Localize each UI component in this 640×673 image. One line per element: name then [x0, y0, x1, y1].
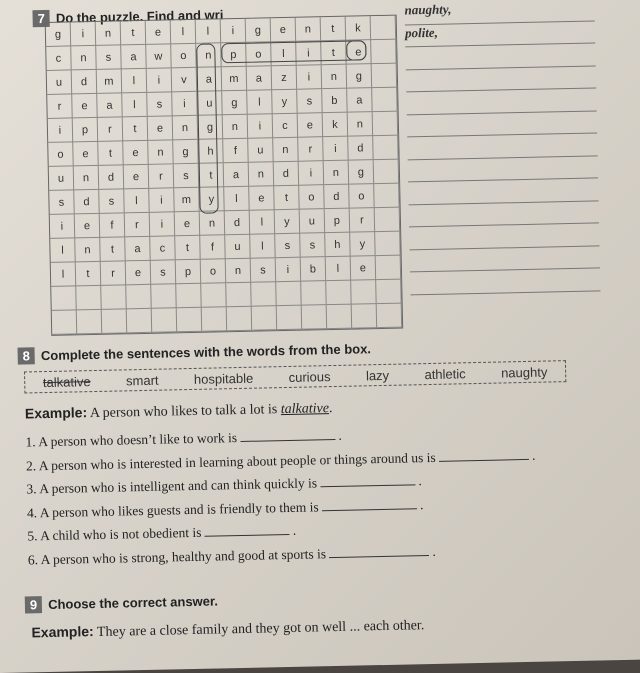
grid-cell: [101, 285, 126, 310]
grid-cell: s: [99, 189, 124, 214]
grid-cell: a: [125, 237, 150, 262]
grid-cell: s: [297, 89, 322, 114]
grid-cell: s: [96, 45, 121, 70]
grid-cell: e: [123, 141, 148, 166]
grid-cell: b: [301, 257, 326, 282]
grid-cell: [152, 308, 177, 333]
grid-cell: n: [348, 112, 373, 137]
grid-cell: [276, 282, 301, 307]
grid-cell: y: [199, 187, 224, 212]
box-word: curious: [288, 368, 331, 385]
grid-cell: t: [121, 21, 146, 46]
sentence-item: 6. A person who is strong, healthy and good at sports is .: [27, 543, 436, 567]
grid-cell: n: [200, 211, 225, 236]
grid-cell: [127, 309, 152, 334]
answer-lines: [404, 0, 600, 295]
grid-cell: n: [226, 259, 251, 284]
grid-cell: i: [71, 22, 96, 47]
grid-cell: n: [74, 166, 99, 191]
sentence-number: 3.: [26, 481, 37, 497]
grid-cell: i: [276, 258, 301, 283]
grid-cell: k: [323, 113, 348, 138]
grid-cell: n: [71, 46, 96, 71]
grid-cell: [372, 64, 397, 89]
grid-cell: b: [322, 89, 347, 114]
grid-cell: o: [201, 259, 226, 284]
grid-cell: [373, 112, 398, 137]
grid-cell: [202, 307, 227, 332]
grid-cell: u: [248, 138, 273, 163]
grid-cell: l: [247, 90, 272, 115]
grid-cell: t: [100, 237, 125, 262]
grid-cell: d: [99, 165, 124, 190]
example-label: Example:: [24, 404, 88, 422]
answer-line[interactable]: polite,: [405, 21, 595, 47]
exercise-7-number: 7: [32, 10, 50, 27]
grid-cell: i: [50, 214, 75, 239]
grid-cell: i: [296, 41, 321, 66]
grid-cell: e: [298, 113, 323, 138]
grid-cell: d: [74, 190, 99, 215]
word-search-grid: [45, 15, 403, 336]
sentence-number: 1.: [25, 434, 36, 450]
grid-cell: [376, 256, 401, 281]
grid-cell: l: [250, 234, 275, 259]
grid-cell: n: [296, 17, 321, 42]
grid-cell: a: [224, 163, 249, 188]
grid-cell: p: [176, 260, 201, 285]
grid-cell: [227, 307, 252, 332]
sentence-text: A person who is interested in learning about people or things around us is: [38, 449, 436, 473]
grid-cell: e: [148, 116, 173, 141]
box-word: talkative: [42, 373, 91, 390]
grid-cell: u: [225, 235, 250, 260]
grid-cell: u: [197, 91, 222, 116]
sentence-item: 3. A person who is intelligent and can think quickly is .: [26, 473, 422, 497]
grid-cell: a: [197, 67, 222, 92]
grid-cell: i: [221, 19, 246, 44]
grid-cell: a: [97, 93, 122, 118]
grid-cell: [126, 285, 151, 310]
grid-cell: [252, 306, 277, 331]
grid-cell: r: [101, 261, 126, 286]
grid-cell: n: [249, 162, 274, 187]
grid-cell: s: [151, 260, 176, 285]
grid-cell: o: [299, 185, 324, 210]
grid-cell: [102, 309, 127, 334]
grid-cell: t: [175, 236, 200, 261]
grid-cell: t: [274, 186, 299, 211]
grid-cell: o: [349, 184, 374, 209]
grid-cell: e: [124, 165, 149, 190]
grid-cell: e: [72, 94, 97, 119]
grid-cell: s: [275, 234, 300, 259]
grid-cell: d: [324, 185, 349, 210]
grid-cell: [327, 305, 352, 330]
grid-cell: l: [122, 93, 147, 118]
grid-cell: e: [126, 261, 151, 286]
grid-cell: [377, 304, 402, 329]
grid-cell: u: [300, 209, 325, 234]
exercise-9-number: 9: [25, 596, 43, 613]
grid-cell: [375, 232, 400, 257]
grid-cell: l: [50, 238, 75, 263]
grid-cell: t: [123, 117, 148, 142]
grid-cell: [371, 16, 396, 41]
grid-cell: s: [49, 190, 74, 215]
answer-line[interactable]: [410, 268, 600, 294]
grid-cell: d: [225, 211, 250, 236]
grid-cell: s: [174, 164, 199, 189]
grid-cell: [52, 310, 77, 335]
grid-cell: n: [223, 115, 248, 140]
exercise-7-instruction: Do the puzzle. Find and wri: [55, 7, 224, 26]
grid-cell: [177, 308, 202, 333]
grid-cell: s: [251, 258, 276, 283]
exercise-9-example: [31, 612, 625, 642]
grid-cell: i: [150, 212, 175, 237]
grid-cell: g: [347, 64, 372, 89]
grid-cell: t: [76, 262, 101, 287]
sentence-item: 4. A person who likes guests and is friendly to them is .: [26, 496, 424, 520]
grid-cell: l: [51, 262, 76, 287]
sentence-number: 2.: [25, 457, 37, 473]
grid-cell: o: [171, 44, 196, 69]
grid-cell: a: [347, 88, 372, 113]
grid-cell: [352, 304, 377, 329]
exercise-8: [18, 335, 623, 575]
grid-cell: z: [272, 66, 297, 91]
grid-cell: [376, 280, 401, 305]
grid-cell: d: [72, 70, 97, 95]
grid-cell: [374, 184, 399, 209]
grid-cell: [51, 286, 76, 311]
grid-cell: f: [223, 139, 248, 164]
grid-cell: l: [271, 42, 296, 67]
grid-cell: t: [321, 17, 346, 42]
sentence-number: 5.: [27, 528, 38, 544]
grid-cell: e: [73, 142, 98, 167]
grid-cell: [374, 160, 399, 185]
grid-cell: k: [346, 16, 371, 41]
grid-cell: c: [150, 236, 175, 261]
grid-cell: [326, 281, 351, 306]
box-word: hospitable: [193, 370, 254, 387]
grid-cell: e: [175, 212, 200, 237]
grid-cell: p: [221, 43, 246, 68]
grid-cell: i: [323, 137, 348, 162]
sentence-text: A person who doesn’t like to work is: [38, 430, 238, 450]
grid-cell: s: [300, 233, 325, 258]
grid-cell: u: [49, 166, 74, 191]
sentence-text: A child who is not obedient is: [40, 524, 202, 544]
grid-cell: s: [147, 92, 172, 117]
grid-cell: i: [172, 92, 197, 117]
sentence-text: A person who is strong, healthy and good at sports is: [40, 545, 327, 567]
exercise-9-instruction: Choose the correct answer.: [47, 593, 219, 613]
answer-blank[interactable]: [240, 427, 335, 442]
grid-cell: e: [249, 186, 274, 211]
grid-cell: n: [324, 161, 349, 186]
answer-line[interactable]: naughty,: [404, 0, 594, 25]
grid-cell: [251, 282, 276, 307]
grid-cell: i: [149, 188, 174, 213]
grid-cell: w: [146, 44, 171, 69]
grid-cell: e: [271, 18, 296, 43]
grid-cell: o: [48, 142, 73, 167]
answer-blank[interactable]: [204, 522, 289, 537]
grid-cell: n: [75, 238, 100, 263]
grid-cell: h: [198, 139, 223, 164]
grid-cell: r: [98, 117, 123, 142]
grid-cell: [351, 280, 376, 305]
grid-cell: r: [298, 137, 323, 162]
grid-cell: [371, 40, 396, 65]
grid-cell: [201, 283, 226, 308]
grid-cell: d: [348, 136, 373, 161]
answer-blank[interactable]: [320, 472, 415, 487]
example-answer: talkative: [280, 401, 330, 418]
grid-cell: [372, 88, 397, 113]
grid-cell: e: [75, 214, 100, 239]
grid-cell: i: [147, 68, 172, 93]
grid-cell: g: [198, 115, 223, 140]
answer-blank[interactable]: [329, 543, 429, 558]
sentence-text: A person who is intelligent and can think quickly is: [39, 475, 318, 497]
grid-cell: h: [325, 233, 350, 258]
exercise-9-example-text: They are a close family and they got on well ... each other.: [96, 618, 425, 641]
grid-cell: r: [149, 164, 174, 189]
grid-cell: u: [47, 70, 72, 95]
grid-cell: l: [250, 210, 275, 235]
exercise-8-instruction: Complete the sentences with the words from the box.: [40, 341, 372, 364]
grid-cell: l: [124, 189, 149, 214]
grid-cell: n: [148, 140, 173, 165]
grid-cell: a: [247, 66, 272, 91]
grid-cell: m: [97, 69, 122, 94]
grid-cell: [302, 305, 327, 330]
grid-cell: g: [173, 140, 198, 165]
grid-cell: g: [349, 160, 374, 185]
exercise-8-number: 8: [18, 347, 36, 364]
grid-cell: n: [273, 138, 298, 163]
grid-cell: [375, 208, 400, 233]
grid-cell: [301, 281, 326, 306]
grid-cell: l: [171, 20, 196, 45]
grid-cell: r: [47, 94, 72, 119]
sentence-item: 5. A child who is not obedient is .: [27, 522, 297, 544]
grid-cell: i: [299, 161, 324, 186]
grid-cell: t: [98, 141, 123, 166]
grid-cell: g: [222, 91, 247, 116]
exercise-9-example-label: Example:: [31, 623, 94, 641]
sentence-number: 6.: [27, 551, 39, 567]
word-box: [24, 360, 566, 393]
grid-cell: g: [246, 18, 271, 43]
sentence-item: 1. A person who doesn’t like to work is .: [25, 427, 342, 450]
grid-cell: r: [125, 213, 150, 238]
grid-cell: i: [48, 118, 73, 143]
grid-cell: y: [272, 90, 297, 115]
grid-cell: [151, 284, 176, 309]
grid-cell: l: [196, 19, 221, 44]
grid-cell: [176, 284, 201, 309]
grid-cell: l: [122, 69, 147, 94]
grid-cell: y: [275, 210, 300, 235]
box-word: athletic: [424, 365, 466, 382]
sentence-number: 4.: [26, 504, 38, 520]
grid-cell: l: [224, 187, 249, 212]
grid-cell: m: [222, 67, 247, 92]
grid-cell: e: [351, 256, 376, 281]
grid-cell: c: [273, 114, 298, 139]
grid-cell: e: [346, 40, 371, 65]
grid-cell: n: [173, 116, 198, 141]
sentence-text: A person who likes guests and is friendly to them is: [39, 498, 319, 520]
grid-cell: a: [121, 45, 146, 70]
grid-cell: r: [350, 208, 375, 233]
grid-cell: [77, 310, 102, 335]
grid-cell: v: [172, 68, 197, 93]
answer-blank[interactable]: [439, 446, 529, 461]
grid-cell: [277, 306, 302, 331]
answer-blank[interactable]: [321, 496, 416, 511]
grid-cell: t: [199, 163, 224, 188]
grid-cell: [373, 136, 398, 161]
exercise-8-example: Example: A person who likes to talk a lot is talkative.: [24, 401, 333, 422]
grid-cell: g: [46, 22, 71, 47]
sentence-list: [25, 421, 622, 574]
grid-cell: p: [73, 118, 98, 143]
grid-cell: l: [326, 257, 351, 282]
exercise-9: [25, 584, 626, 643]
grid-cell: y: [350, 232, 375, 257]
grid-cell: p: [325, 209, 350, 234]
box-word: naughty: [500, 364, 548, 380]
grid-cell: n: [196, 43, 221, 68]
example-text: A person who likes to talk a lot is: [89, 402, 278, 422]
grid-cell: i: [248, 114, 273, 139]
grid-cell: t: [321, 41, 346, 66]
grid-cell: n: [96, 21, 121, 46]
grid-cell: n: [322, 65, 347, 90]
grid-cell: f: [100, 213, 125, 238]
grid-cell: o: [246, 42, 271, 67]
grid-cell: e: [146, 20, 171, 45]
box-word: lazy: [365, 367, 390, 383]
grid-cell: i: [297, 65, 322, 90]
grid-cell: m: [174, 188, 199, 213]
sentence-item: 2. A person who is interested in learning about people or things around us is .: [25, 447, 536, 473]
grid-cell: d: [274, 162, 299, 187]
grid-cell: c: [46, 46, 71, 71]
grid-cell: [76, 286, 101, 311]
box-word: smart: [125, 372, 159, 388]
grid-cell: f: [200, 235, 225, 260]
grid-cell: [226, 283, 251, 308]
